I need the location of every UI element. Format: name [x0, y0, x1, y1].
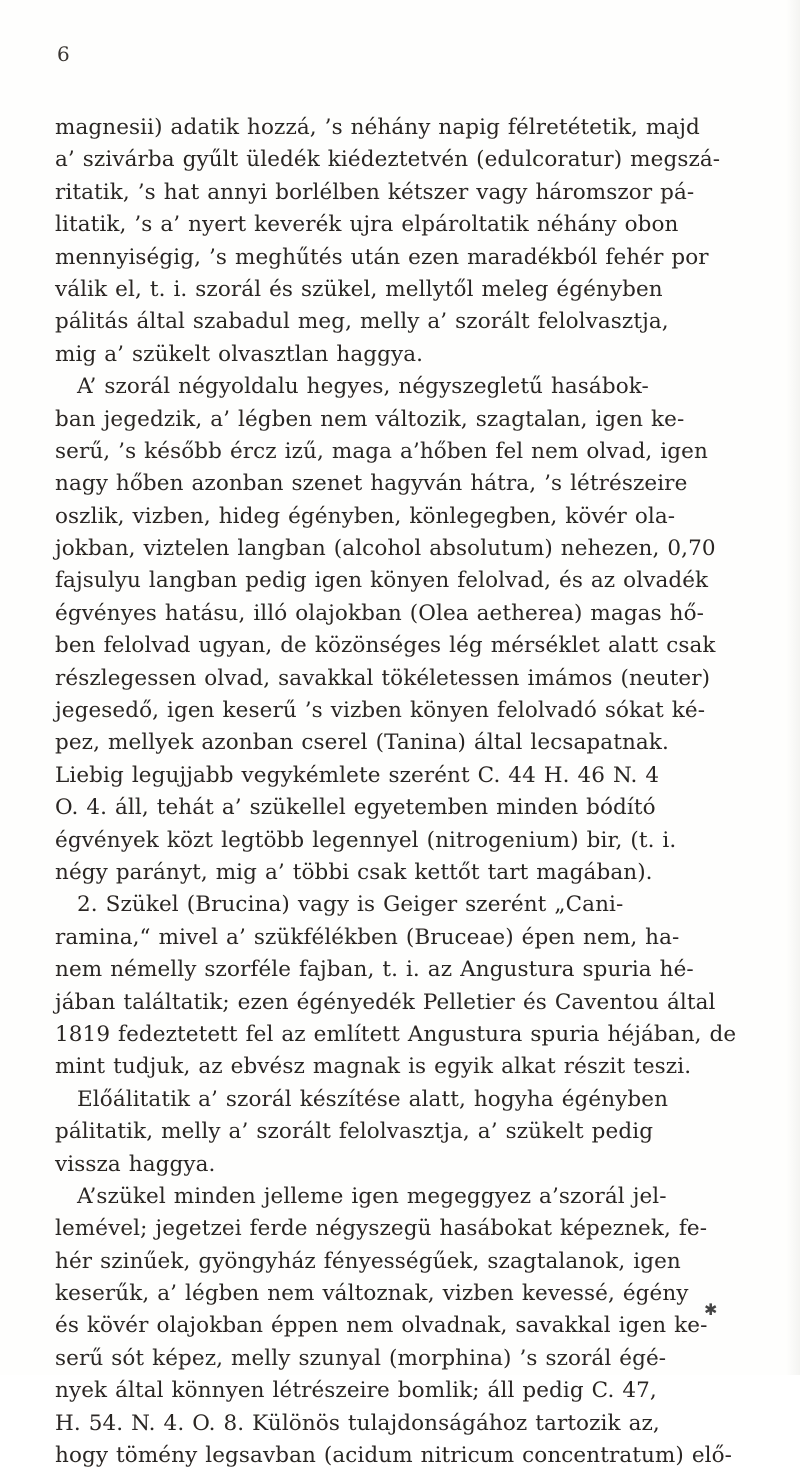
text-line: oszlik, vizben, hideg égényben, könlegegben, kövér ola-: [55, 503, 676, 529]
paragraph-start-line: A’szükel minden jelleme igen megeggyez a’szorál jel-: [77, 1183, 667, 1209]
text-line: nem némelly szorféle fajban, t. i. az Angustura spuria hé-: [55, 957, 694, 983]
text-line: serű, ’s később ércz izű, maga a’hőben fel nem olvad, igen: [55, 438, 708, 464]
body-text: [55, 112, 765, 1472]
text-line: jokban, viztelen langban (alcohol absolutum) nehezen, 0,70: [55, 536, 716, 562]
text-line: mennyiségig, ’s meghűtés után ezen maradékból fehér por: [55, 244, 709, 270]
text-line: ramina,“ mivel a’ szükfélékben (Bruceae) épen nem, ha-: [55, 924, 680, 950]
text-line: jegesedő, igen keserű ’s vizben könyen felolvadó sókat ké-: [55, 698, 706, 724]
text-line: pez, mellyek azonban cserel (Tanina) által lecsapatnak.: [55, 730, 669, 756]
text-line: ritatik, ’s hat annyi borlélben kétszer vagy háromszor pá-: [55, 179, 695, 205]
text-line: és kövér olajokban éppen nem olvadnak, savakkal igen ke-: [55, 1313, 708, 1339]
text-line: égvények közt legtöbb legennyel (nitrogenium) bir, (t. i.: [55, 827, 677, 853]
text-line: pálitatik, melly a’ szorált felolvasztja, a’ szükelt pedig: [55, 1119, 654, 1145]
section-heading-line: 2. Szükel (Brucina) vagy is Geiger szerént „Cani-: [77, 892, 624, 918]
text-line: 1819 fedeztetett fel az említett Angustura spuria héjában, de: [55, 1021, 737, 1047]
text-line: a’ szivárba gyűlt üledék kiédeztetvén (edulcoratur) megszá-: [55, 147, 721, 173]
text-line: Liebig legujjabb vegykémlete szerént C. 44 H. 46 N. 4: [55, 762, 660, 788]
text-line: nagy hőben azonban szenet hagyván hátra, ’s létrészeire: [55, 471, 688, 497]
text-line: serű sót képez, melly szunyal (morphina) ’s szorál égé-: [55, 1345, 667, 1371]
text-line: hogy tömény legsavban (acidum nitricum concentratum) elő-: [55, 1443, 733, 1469]
page-number: 6: [57, 42, 70, 66]
text-line: fajsulyu langban pedig igen könyen felolvad, és az olvadék: [55, 568, 709, 594]
text-line: pálitás által szabadul meg, melly a’ szorált felolvasztja,: [55, 309, 669, 335]
text-line: jában találtatik; ezen égényedék Pelletier és Caventou által: [55, 989, 716, 1015]
text-line: mig a’ szükelt olvasztlan haggya.: [55, 341, 424, 367]
text-line: O. 4. áll, tehát a’ szükellel egyetemben minden bódító: [55, 795, 656, 821]
text-line: H. 54. N. 4. O. 8. Különös tulajdonságához tartozik az,: [55, 1410, 660, 1436]
paragraph-start-line: A’ szorál négyoldalu hegyes, négyszegletű hasábok-: [77, 374, 649, 400]
page-edge-shadow: [786, 0, 800, 1375]
printer-mark-icon: ✱: [704, 1300, 718, 1319]
text-line: nyek által könnyen létrészeire bomlik; áll pedig C. 47,: [55, 1378, 657, 1404]
text-line: égvényes hatásu, illó olajokban (Olea aetherea) magas hő-: [55, 600, 705, 626]
text-line: részlegessen olvad, savakkal tökéletessen imámos (neuter): [55, 665, 711, 691]
text-line: mint tudjuk, az ebvész magnak is egyik alkat részit teszi.: [55, 1054, 692, 1080]
text-line: lemével; jegetzei ferde négyszegü hasábokat képeznek, fe-: [55, 1216, 708, 1242]
text-line: keserűk, a’ légben nem változnak, vizben kevessé, égény: [55, 1281, 689, 1307]
text-line: válik el, t. i. szorál és szükel, mellytől meleg égényben: [55, 276, 663, 302]
text-line: litatik, ’s a’ nyert keverék ujra elpároltatik néhány obon: [55, 212, 679, 238]
text-line: hér szinűek, gyöngyház fényességűek, szagtalanok, igen: [55, 1248, 681, 1274]
text-line: magnesii) adatik hozzá, ’s néhány napig félretétetik, majd: [55, 115, 700, 140]
text-line: négy parányt, mig a’ többi csak kettőt tart magában).: [55, 859, 653, 885]
text-line: ben felolvad ugyan, de közönséges lég mérséklet alatt csak: [55, 633, 716, 659]
text-line: vissza haggya.: [55, 1151, 216, 1177]
text-line: ban jegedzik, a’ légben nem változik, szagtalan, igen ke-: [55, 406, 685, 432]
paragraph-start-line: Előálitatik a’ szorál készítése alatt, hogyha égényben: [77, 1086, 669, 1112]
